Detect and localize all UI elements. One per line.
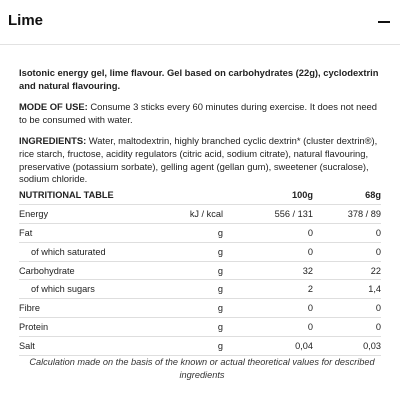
per-serving-column-header: 68g: [365, 190, 381, 201]
nutrient-unit: g: [217, 303, 223, 314]
table-row: [19, 336, 381, 355]
accordion-header[interactable]: [0, 0, 400, 45]
nutrition-table: [19, 186, 381, 356]
table-row: [19, 205, 381, 224]
ingredients: [19, 135, 381, 185]
nutrient-value-serving: 0: [375, 246, 381, 257]
nutrient-value-serving: 378 / 89: [347, 209, 381, 220]
ingredients-label: INGREDIENTS:: [19, 135, 87, 147]
table-row: [19, 242, 381, 261]
nutrient-value-100g: 0: [307, 246, 313, 257]
nutrient-value-100g: 32: [302, 265, 313, 276]
nutrient-label: of which sugars: [31, 284, 95, 295]
nutrient-label: of which saturated: [31, 246, 106, 257]
nutrient-unit: kJ / kcal: [189, 209, 223, 220]
table-row: [19, 280, 381, 299]
nutrient-label: Energy: [19, 209, 49, 220]
calculation-footnote: Calculation made on the basis of the known or actual theoretical values for described ingredients: [29, 357, 375, 380]
table-row: [19, 299, 381, 318]
nutrient-value-100g: 0: [307, 303, 313, 314]
nutrient-value-100g: 2: [307, 284, 313, 295]
nutrient-unit: g: [217, 321, 223, 332]
nutrient-value-serving: 0: [375, 227, 381, 238]
nutrient-value-serving: 22: [370, 265, 381, 276]
nutrient-label: Salt: [19, 340, 35, 351]
mode-of-use-text: Consume 3 sticks every 60 minutes during exercise. It does not need to be consumed with water.: [19, 101, 377, 125]
minus-icon[interactable]: [378, 21, 390, 23]
per-100g-column-header: 100g: [292, 190, 313, 201]
product-intro: Isotonic energy gel, lime flavour. Gel based on carbohydrates (22g), cyclodextrin and natural flavouring.: [19, 67, 379, 91]
nutrient-label: Protein: [19, 321, 49, 332]
nutrient-unit: g: [217, 246, 223, 257]
product-description: [19, 67, 381, 186]
nutrient-unit: g: [217, 227, 223, 238]
nutrient-label: Fat: [19, 227, 33, 238]
nutrient-value-serving: 0: [375, 303, 381, 314]
nutrient-unit: g: [217, 340, 223, 351]
nutrient-value-serving: 1,4: [368, 284, 381, 295]
nutrient-unit: g: [217, 284, 223, 295]
nutrient-label: Fibre: [19, 303, 40, 314]
nutrient-label: Carbohydrate: [19, 265, 75, 276]
nutrient-value-serving: 0: [375, 321, 381, 332]
nutrient-value-100g: 0,04: [295, 340, 313, 351]
accordion-title: Lime: [8, 12, 44, 29]
table-row: [19, 261, 381, 280]
nutrient-value-100g: 556 / 131: [274, 209, 313, 220]
nutrition-table-title: NUTRITIONAL TABLE: [19, 190, 114, 201]
nutrient-value-100g: 0: [307, 321, 313, 332]
nutrient-value-100g: 0: [307, 227, 313, 238]
unit-column-header: [139, 186, 223, 205]
nutrient-value-serving: 0,03: [363, 340, 381, 351]
ingredients-text: Water, maltodextrin, highly branched cyclic dextrin* (cluster dextrin®), rice starch, fructose, acidity regulators (citric acid, sodium citrate), natural flavouring, preservative (potassium sorbate), gelling agent (gellan gum), sweetener (sucralose), sodium chloride.: [19, 135, 378, 185]
table-row: [19, 318, 381, 337]
mode-of-use-label: MODE OF USE:: [19, 101, 88, 113]
nutrition-table-header: [19, 186, 381, 205]
mode-of-use: [19, 101, 381, 126]
table-row: [19, 224, 381, 243]
nutrient-unit: g: [217, 265, 223, 276]
